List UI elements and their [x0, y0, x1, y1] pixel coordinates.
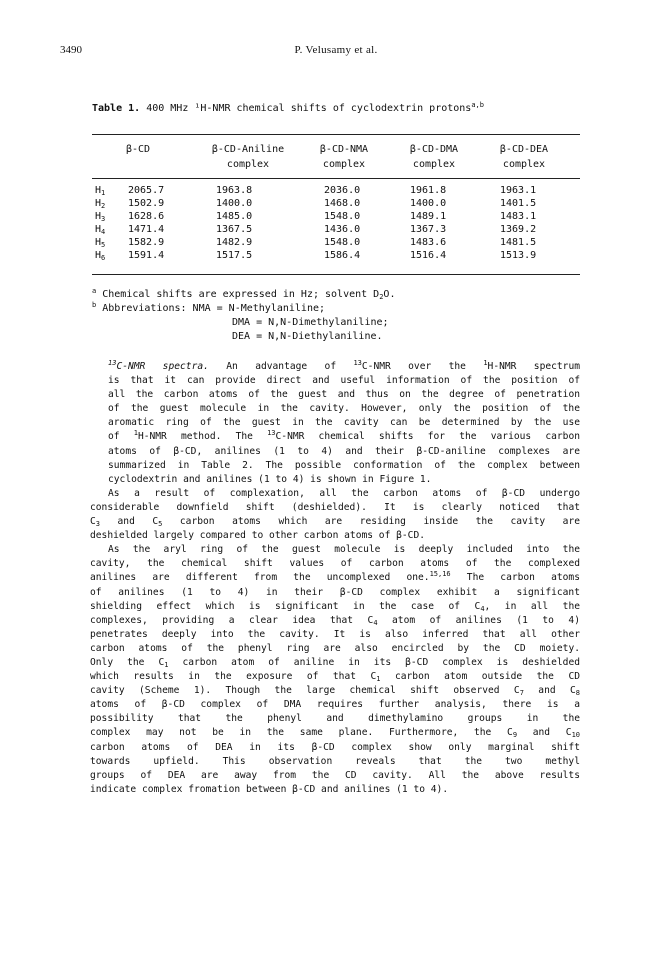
text-line: complex may not be in the same plane. Furthermore, the $C_9$ and $C_{10}$ — [90, 727, 581, 740]
cell-dea: 1481.5 — [500, 237, 537, 248]
table-row — [92, 250, 580, 262]
cell-b-cd: 1628.6 — [128, 211, 165, 222]
table-row — [92, 211, 580, 223]
cell-dea: 1963.1 — [500, 185, 537, 196]
text-line: $C_3$ and $C_5$ carbon atoms which are residing inside the cavity are — [90, 516, 580, 529]
table-row — [92, 198, 580, 210]
text-line: indicate complex fromation between β-CD and anilines (1 to 4). — [90, 783, 449, 795]
text-line: towards upfield. This observation reveals that the two methyl — [90, 755, 580, 767]
cell-b-cd: 1471.4 — [128, 224, 165, 235]
paragraph-13c-nmr — [90, 360, 580, 487]
table-row — [92, 224, 580, 236]
column-header-aniline: β-CD-Aniline complex — [211, 144, 285, 170]
table-bottom-rule — [92, 274, 580, 275]
row-label: $H_1$ — [95, 185, 106, 197]
cell-nma: 2036.0 — [324, 185, 361, 196]
text-line: summarized in Table 2. The possible conformation of the complex between — [108, 459, 580, 471]
text-line: of anilines (1 to 4) in their β-CD complex exhibit a significant — [90, 586, 580, 598]
row-label: $H_4$ — [95, 224, 106, 236]
cell-b-cd: 2065.7 — [128, 185, 165, 196]
text-line: penetrates deeply into the cavity. It is also inferred that all other — [90, 628, 580, 640]
text-line: cavity, the chemical shift values of carbon atoms of the complexed — [90, 558, 580, 570]
text-line: is that it can provide direct and useful information of the position of — [108, 375, 580, 387]
text-line: shielding effect which is significant in the case of $C_4$, in all the — [90, 600, 580, 613]
paragraph-aryl-ring — [90, 543, 580, 797]
cell-b-cd: 1582.9 — [128, 237, 165, 248]
text-line: carbon atoms of the phenyl ring are also encircled by the CD moiety. — [90, 642, 580, 654]
running-header — [60, 44, 612, 62]
row-label: $H_2$ — [95, 198, 106, 210]
cell-dma: 1489.1 — [410, 211, 447, 222]
cell-dea: 1369.2 — [500, 224, 537, 235]
table-caption — [92, 103, 484, 114]
cell-dea: 1513.9 — [500, 250, 537, 261]
text-line: Only the $C_1$ carbon atom of aniline in its β-CD complex is deshielded — [90, 656, 580, 669]
footnote-b-line3: DEA = N,N-Diethylaniline. — [232, 331, 383, 342]
cell-aniline: 1482.9 — [216, 237, 253, 248]
table-label: Table 1. — [92, 103, 141, 114]
cell-b-cd: 1591.4 — [128, 250, 165, 261]
text-line: groups of DEA are away from the CD cavity. All the above results — [90, 769, 580, 781]
table-row — [92, 237, 580, 249]
cell-dea: 1401.5 — [500, 198, 537, 209]
table-header-rule — [92, 178, 580, 179]
footnote-a: $^a$ Chemical shifts are expressed in Hz; solvent $D_2O$. — [92, 287, 396, 301]
cell-aniline: 1963.8 — [216, 185, 253, 196]
text-line: considerable downfield shift (deshielded). It is clearly noticed that — [90, 501, 580, 513]
running-head-title: P. Velusamy et al. — [294, 44, 378, 56]
text-line: which results in the exposure of that $C_1$ carbon atom outside the CD — [90, 671, 581, 684]
text-line: As the aryl ring of the guest molecule is deeply included into the — [108, 544, 580, 556]
column-header-dea: β-CD-DEA complex — [499, 144, 549, 170]
cell-dma: 1367.3 — [410, 224, 447, 235]
cell-dma: 1516.4 — [410, 250, 447, 261]
footnote-b-line2: DMA = N,N-Dimethylaniline; — [232, 317, 389, 328]
row-label: $H_6$ — [95, 250, 106, 262]
column-header-nma: β-CD-NMA complex — [319, 144, 369, 170]
text-line: aromatic ring of the guest in the cavity can be determined by the use — [108, 417, 580, 429]
cell-aniline: 1485.0 — [216, 211, 253, 222]
row-label: $H_3$ — [95, 211, 106, 223]
text-line: cavity (Scheme 1). Though the large chemical shift observed $C_7$ and $C_8$ — [90, 685, 580, 698]
body-text — [90, 360, 580, 797]
text-line: atoms of β-CD complex of DMA requires further analysis, there is a — [90, 699, 580, 711]
cell-dea: 1483.1 — [500, 211, 537, 222]
cell-nma: 1436.0 — [324, 224, 361, 235]
cell-b-cd: 1502.9 — [128, 198, 165, 209]
table-top-rule — [92, 134, 580, 135]
cell-nma: 1548.0 — [324, 211, 361, 222]
text-line: As a result of complexation, all the carbon atoms of β-CD undergo — [108, 487, 580, 499]
text-line: carbon atoms of DEA in its β-CD complex show only marginal shift — [90, 741, 580, 753]
cell-aniline: 1517.5 — [216, 250, 253, 261]
cell-dma: 1961.8 — [410, 185, 447, 196]
table-caption-text: 400 MHz ¹H-NMR chemical shifts of cyclodextrin protons — [146, 103, 472, 114]
text-line: cyclodextrin and anilines (1 to 4) is shown in Figure 1. — [108, 473, 432, 485]
cell-dma: 1400.0 — [410, 198, 447, 209]
text-line: deshielded largely compared to other carbon atoms of β-CD. — [90, 530, 426, 542]
text-line: complexes, providing a clear idea that $C_4$ atom of anilines (1 to 4) — [90, 614, 580, 627]
cell-nma: 1468.0 — [324, 198, 361, 209]
text-line: anilines are different from the uncomplexed one.$^{15,16}$ The carbon atoms — [90, 570, 580, 584]
paragraph-complexation — [90, 487, 580, 543]
text-line: all the carbon atoms of the guest and thus on the degree of penetration — [108, 389, 580, 401]
text-line: possibility that the phenyl and dimethylamino groups in the — [90, 713, 580, 725]
text-line: of the guest molecule in the cavity. However, only the position of the — [108, 403, 580, 415]
page-number: 3490 — [60, 44, 82, 56]
table-caption-sup: a,b — [471, 101, 484, 109]
column-header-b-cd: β-CD — [125, 144, 151, 155]
row-label: $H_5$ — [95, 237, 106, 249]
footnote-b: $^b$ Abbreviations: NMA = N-Methylaniline; — [92, 301, 326, 314]
column-header-dma: β-CD-DMA complex — [409, 144, 459, 170]
cell-nma: 1548.0 — [324, 237, 361, 248]
text-line: atoms of β-CD, anilines (1 to 4) and their β-CD-aniline complexes are — [108, 445, 580, 457]
cell-nma: 1586.4 — [324, 250, 361, 261]
text-line: of $^1$H-NMR method. The $^{13}$C-NMR chemical shifts for the various carbon — [108, 429, 580, 443]
table-header — [92, 142, 580, 172]
cell-dma: 1483.6 — [410, 237, 447, 248]
cell-aniline: 1367.5 — [216, 224, 253, 235]
table-row — [92, 185, 580, 197]
cell-aniline: 1400.0 — [216, 198, 253, 209]
text-line: $^{13}$C-NMR spectra. An advantage of $^{13}$C-NMR over the $^1$H-NMR spectrum — [108, 359, 581, 372]
